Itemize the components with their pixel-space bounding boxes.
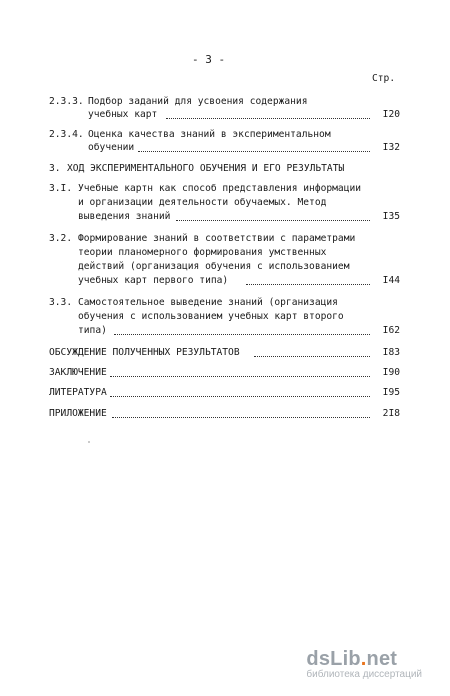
toc-entry-line: типа) xyxy=(78,325,107,336)
toc-entry-line: Оценка качества знаний в экспериментальном xyxy=(88,129,331,140)
toc-entry-line: ЗАКЛЮЧЕНИЕ xyxy=(49,367,107,378)
toc-entry-line: Учебные картн как способ представления информации xyxy=(78,183,362,194)
toc-entry-number: 3.2. xyxy=(49,233,73,244)
toc-entry-line: обучения с использованием учебных карт второго xyxy=(78,311,344,322)
toc-entry-page: I44 xyxy=(382,275,400,286)
watermark xyxy=(306,648,422,680)
toc-entry-page: I32 xyxy=(382,142,400,153)
toc-entry-line: Самостоятельное выведение знаний (организация xyxy=(78,297,338,308)
toc-entry-line: ЛИТЕРАТУРА xyxy=(49,387,107,398)
toc-leader-dots xyxy=(176,220,370,221)
toc-entry-line: и организации деятельности обучаемых. Метод xyxy=(78,197,327,208)
toc-entry-number: 2.3.4. xyxy=(49,129,84,140)
toc-entry-line: учебных карт первого типа) xyxy=(78,275,229,286)
toc-entry-page: I83 xyxy=(382,347,400,358)
toc-entry-line: Формирование знаний в соответствии с параметрами xyxy=(78,233,356,244)
toc-leader-dots xyxy=(254,356,370,357)
column-header-page: Стр. xyxy=(372,73,396,84)
toc-entry-page: I35 xyxy=(382,211,400,222)
toc-entry-page: 2I8 xyxy=(382,408,400,419)
toc-leader-dots xyxy=(138,151,370,152)
toc-entry-line: ПРИЛОЖЕНИЕ xyxy=(49,408,107,419)
toc-leader-dots xyxy=(114,334,370,335)
page-number: - 3 - xyxy=(192,53,226,66)
watermark-subtitle: библиотека диссертаций xyxy=(306,669,422,680)
toc-entry-page: I90 xyxy=(382,367,400,378)
toc-leader-dots xyxy=(166,118,370,119)
toc-entry-number: 3.3. xyxy=(49,297,73,308)
toc-entry-number: 2.3.3. xyxy=(49,96,84,107)
toc-entry-line: ХОД ЭКСПЕРИМЕНТАЛЬНОГО ОБУЧЕНИЯ И ЕГО РЕЗУЛЬТАТЫ xyxy=(67,163,345,174)
toc-leader-dots xyxy=(110,376,370,377)
toc-leader-dots xyxy=(110,396,370,397)
watermark-logo: dsLib.net xyxy=(306,648,398,670)
toc-entry-page: I95 xyxy=(382,387,400,398)
toc-entry-number: 3.I. xyxy=(49,183,73,194)
toc-entry-line: учебных карт xyxy=(88,109,158,120)
toc-entry-line: обучении xyxy=(88,142,135,153)
toc-entry-line: действий (организация обучения с использованием xyxy=(78,261,350,272)
toc-entry-line: Подбор заданий для усвоения содержания xyxy=(88,96,308,107)
scan-speck xyxy=(88,441,90,443)
toc-entry-line: ОБСУЖДЕНИЕ ПОЛУЧЕННЫХ РЕЗУЛЬТАТОВ xyxy=(49,347,240,358)
toc-leader-dots xyxy=(112,417,370,418)
toc-entry-line: выведения знаний xyxy=(78,211,171,222)
toc-entry-line: теории планомерного формирования умственных xyxy=(78,247,327,258)
toc-entry-number: 3. xyxy=(49,163,61,174)
toc-entry-page: I20 xyxy=(382,109,400,120)
toc-leader-dots xyxy=(246,284,370,285)
toc-entry-page: I62 xyxy=(382,325,400,336)
